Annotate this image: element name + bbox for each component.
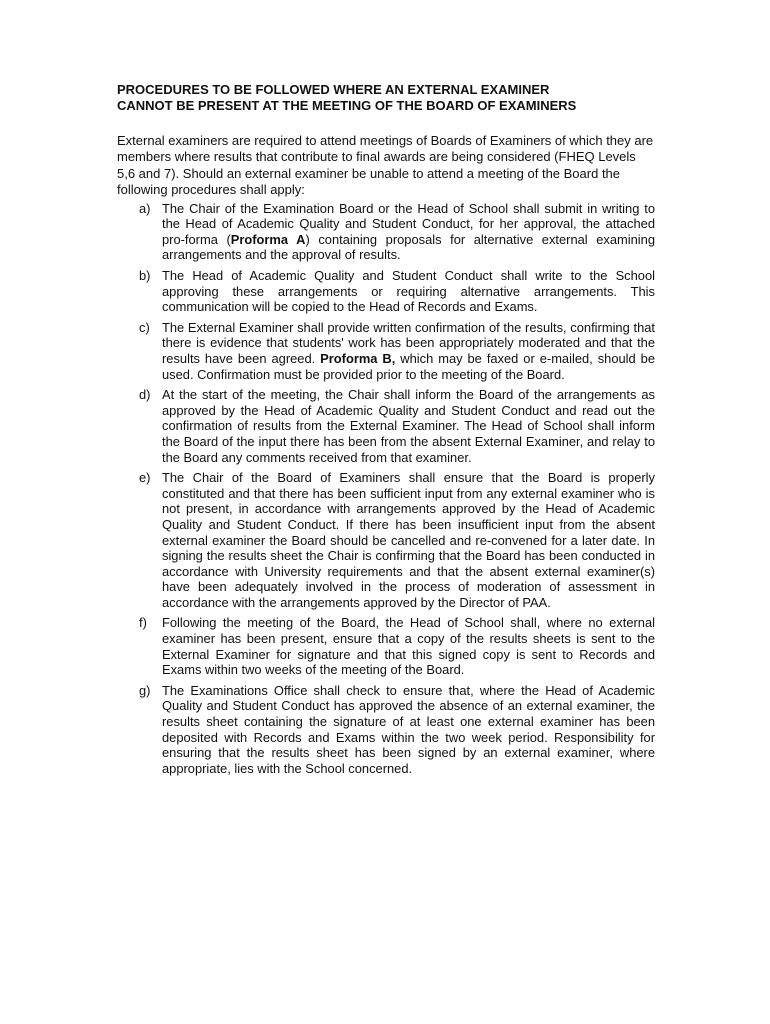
item-text: The External Examiner shall provide written confirmation of the results, confirming that there is evidence that students' work has been appropriately moderated and that the results have been agreed. — [162, 319, 655, 366]
item-marker: a) — [139, 200, 151, 216]
procedure-item-c — [117, 320, 655, 382]
item-text-tail: ) containing proposals for alternative external examining arrangements and the approval of results. — [162, 231, 656, 263]
item-text: At the start of the meeting, the Chair shall inform the Board of the arrangements as approved by the Head of Academic Quality and Student Conduct and read out the confirmation of results from the External Examiner. The Head of School shall inform the Board of the input there has been from the absent External Examiner, and relay to the Board any comments received from that examiner. — [162, 387, 655, 465]
item-text: The Chair of the Examination Board or the Head of School shall submit in writing to the Head of Academic Quality and Student Conduct, for her approval, the attached pro-forma ( — [162, 200, 655, 247]
procedure-item-e — [117, 470, 655, 610]
item-marker: b) — [139, 268, 151, 283]
procedure-item-g — [117, 683, 655, 777]
item-text: Following the meeting of the Board, the Head of School shall, where no external examiner has been present, ensure that a copy of the results sheets is sent to the External Examiner for signature and that this signed copy is sent to Records and Exams within two weeks of the meeting of the Board. — [162, 615, 655, 678]
intro-paragraph: External examiners are required to attend meetings of Boards of Examiners of which they are members where results that contribute to final awards are being considered (FHEQ Levels 5,6 and 7). Should an external examiner be unable to attend a meeting of the Board the following procedures shall apply: — [117, 133, 654, 198]
item-marker: d) — [139, 387, 151, 403]
document-page — [117, 82, 655, 781]
title-line-1: PROCEDURES TO BE FOLLOWED WHERE AN EXTERNAL EXAMINER — [117, 82, 550, 97]
item-text: The Chair of the Board of Examiners shall ensure that the Board is properly constituted and that there has been sufficient input from any external examiner who is not present, in accordance with arrangements approved by the Head of Academic Quality and Student Conduct. If there has been insufficient input from the absent external examiner the Board should be cancelled and re-convened for a later date. In signing the results sheet the Chair is confirming that the Board has been conducted in accordance with University requirements and that the absent external examiner(s) have been adequately involved in the process of moderation of assessment in accordance with the arrangements approved by the Director of PAA. — [162, 470, 655, 610]
item-marker: c) — [139, 319, 150, 335]
item-bold-text: Proforma A — [230, 231, 306, 247]
procedure-item-f — [117, 615, 655, 677]
item-marker: f) — [139, 615, 147, 631]
procedure-item-d — [117, 387, 655, 465]
item-text: The Head of Academic Quality and Student Conduct shall write to the School approving these arrangements or requiring alternative arrangements. This communication will be copied to the Head of Records and Exams. — [162, 268, 655, 315]
procedure-item-b — [117, 268, 655, 315]
item-bold-text: Proforma B, — [320, 350, 396, 366]
item-marker: e) — [139, 470, 151, 486]
item-marker: g) — [139, 682, 151, 698]
procedure-item-a — [117, 201, 655, 263]
item-text: The Examinations Office shall check to ensure that, where the Head of Academic Quality and Student Conduct has approved the absence of an external examiner, the results sheet containing the signature of at least one external examiner has been deposited with Records and Exams within the two week period. Responsibility for ensuring that the results sheet has been signed by an external examiner, where appropriate, lies with the School concerned. — [162, 682, 655, 776]
item-text-tail: which may be faxed or e-mailed, should be used. Confirmation must be provided prior to the meeting of the Board. — [162, 350, 655, 382]
document-title — [117, 82, 655, 114]
procedure-list — [117, 201, 655, 777]
title-line-2: CANNOT BE PRESENT AT THE MEETING OF THE BOARD OF EXAMINERS — [117, 98, 577, 113]
